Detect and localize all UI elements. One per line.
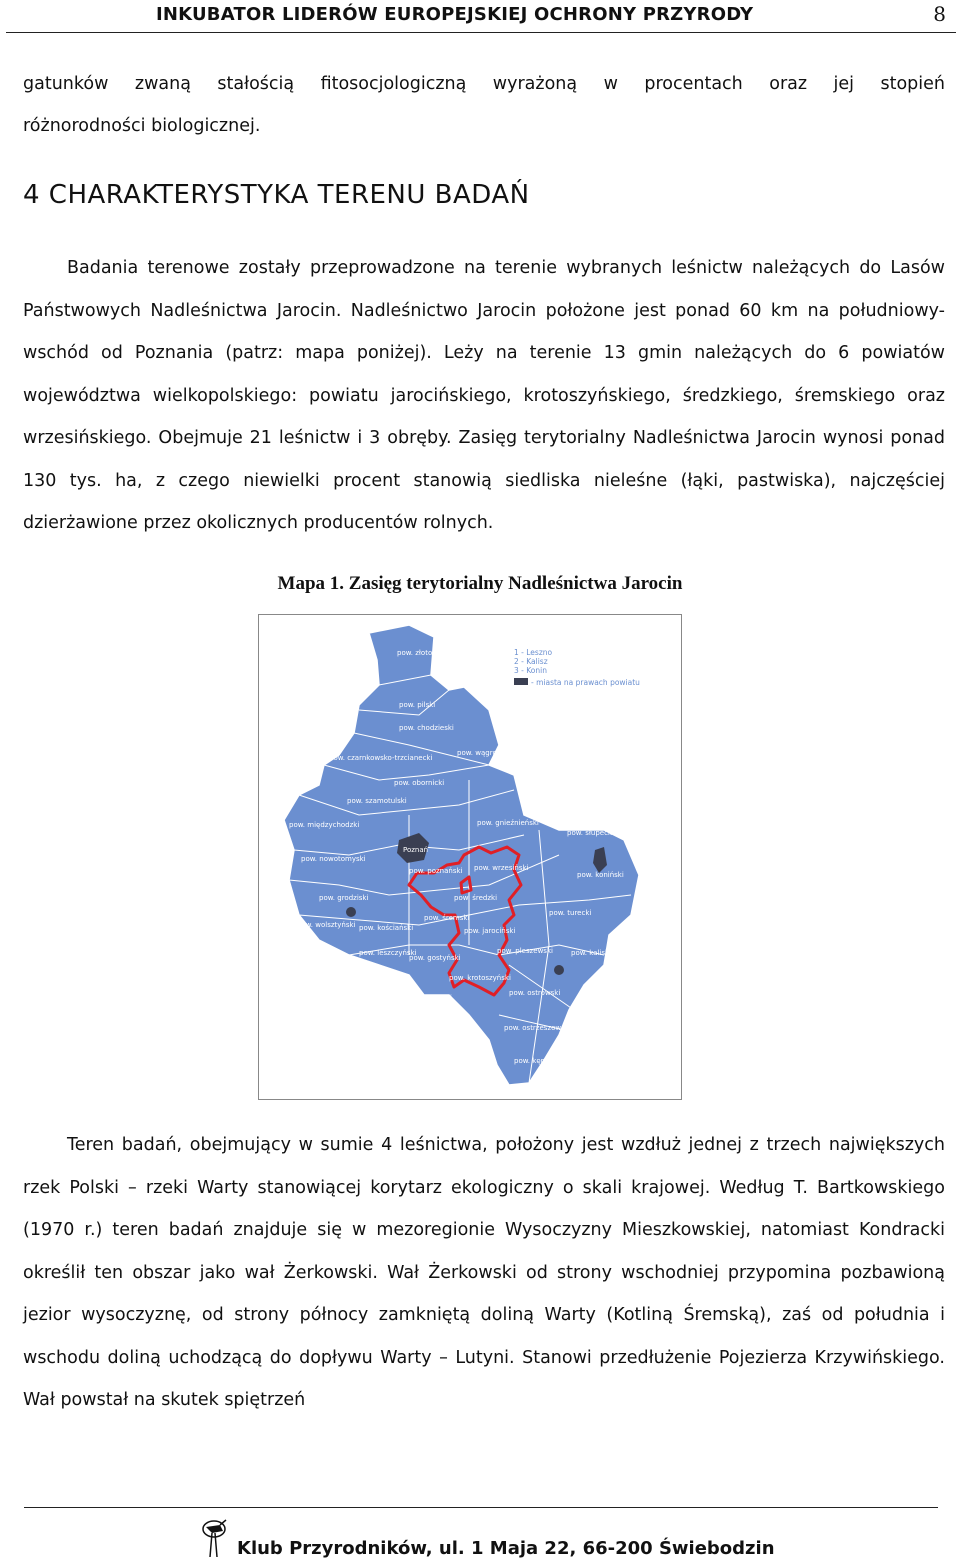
map-graphic — [259, 615, 681, 1099]
map-label: pow. leszczyński — [359, 949, 417, 957]
leszno-city — [346, 907, 356, 917]
map-label: pow. wągrowiecki — [457, 749, 519, 757]
map-label: pow. koniński — [577, 871, 624, 879]
map-label: pow. turecki — [549, 909, 592, 917]
footer-rule — [24, 1507, 938, 1508]
paragraph: Badania terenowe zostały przeprowadzone na terenie wybranych leśnictw należących do Lasów Państwowych Nadleśnictwa Jarocin. Nadleśnictwo Jarocin położone jest ponad 60 km na południowy-wschód od Poznania (patrz: mapa poniżej). Leży na terenie 13 gmin należących do 6 powiatów województwa wielkopolskiego: powiatu jarocińskiego, krotoszyńskiego, średzkiego, śremskiego oraz wrzesińskiego. Obejmuje 21 leśnictw i 3 obręby. Zasięg terytorialny Nadleśnictwa Jarocin wynosi ponad 130 tys. ha, z czego niewielki procent stanowią siedliska nieleśne (łąki, pastwiska), najczęściej dzierżawione przez okolicznych producentów rolnych. — [23, 258, 945, 533]
map-label: pow. pleszewski — [497, 947, 553, 955]
map-label: pow. śremski — [424, 914, 470, 922]
map-label: pow. kaliski — [571, 949, 612, 957]
legend-item: 2 - Kalisz — [514, 657, 548, 666]
map-label: pow. kępiński — [514, 1057, 562, 1065]
header-title: INKUBATOR LIDERÓW EUROPEJSKIEJ OCHRONY PRZYRODY — [156, 4, 754, 25]
footer-address: Klub Przyrodników, ul. 1 Maja 22, 66-200 Świebodzin — [237, 1538, 775, 1559]
map-label: pow. grodziski — [319, 894, 369, 902]
paragraph-line: gatunków zwaną stałością fitosocjologiczną wyrażoną w procentach oraz jej stopień — [23, 74, 945, 94]
map-label: pow. poznański — [409, 867, 463, 875]
legend-item: 3 - Konin — [514, 666, 547, 675]
map-label: pow. międzychodzki — [289, 821, 360, 829]
map-label: pow. obornicki — [394, 779, 445, 787]
map-label: pow. ostrzeszowski — [504, 1024, 571, 1032]
paragraph: Teren badań, obejmujący w sumie 4 leśnictwa, położony jest wzdłuż jednej z trzech największych rzek Polski – rzeki Warty stanowiącej korytarz ekologiczny o skali krajowej. Według T. Bartkowskiego (1970 r.) teren badań znajduje się w mezoregionie Wysoczyzny Mieszkowskiej, natomiast Kondracki określił ten obszar jako wał Żerkowski. Wał Żerkowski od strony wschodniej przypomina pozbawioną jezior wysoczyznę, od strony północy zamkniętą doliną Warty (Kotliną Śremską), zaś od południa i wschodu doliną uchodzącą do dopływu Warty – Lutyni. Stanowi przedłużenie Pojezierza Krzywińskiego. Wał powstał na skutek spiętrzeń — [23, 1135, 945, 1410]
paragraph-line: różnorodności biologicznej. — [23, 116, 261, 136]
map-label: pow. słupecki — [567, 829, 614, 837]
map-label: pow. złotowski — [397, 649, 448, 657]
map-label: pow. ostrowski — [509, 989, 561, 997]
page-number: 8 — [933, 2, 946, 26]
map-label: pow. krotoszyński — [449, 974, 511, 982]
map-label: pow. czarnkowsko-trzcianecki — [329, 754, 433, 762]
map-label: pow. chodzieski — [399, 724, 454, 732]
map-caption: Mapa 1. Zasięg terytorialny Nadleśnictwa Jarocin — [277, 573, 683, 594]
map-label: pow. jarociński — [464, 927, 516, 935]
map-label: pow. gostyński — [409, 954, 461, 962]
map-label: pow. wolsztyński — [297, 921, 356, 929]
page-header — [6, 0, 956, 33]
map-label: pow. gnieźnieński — [477, 819, 539, 827]
legend-item: - miasta na prawach powiatu — [531, 678, 640, 687]
map-label: pow. nowotomyski — [301, 855, 366, 863]
map-label: pow. szamotulski — [347, 797, 407, 805]
kalisz-city — [554, 965, 564, 975]
legend-swatch — [514, 678, 528, 685]
map-legend — [514, 648, 640, 687]
map-label: Poznań — [403, 846, 429, 854]
legend-item: 1 - Leszno — [514, 648, 553, 657]
map-label: pow. wrzesiński — [474, 864, 529, 872]
map-label: pow. pilski — [399, 701, 436, 709]
map-label: pow. rawicki — [409, 994, 452, 1002]
map-label: pow. kościański — [359, 924, 414, 932]
region-map — [258, 614, 682, 1100]
stork-logo-icon — [198, 1517, 228, 1561]
map-label: pow. średzki — [454, 894, 498, 902]
section-heading: 4 CHARAKTERYSTYKA TERENU BADAŃ — [23, 180, 530, 210]
